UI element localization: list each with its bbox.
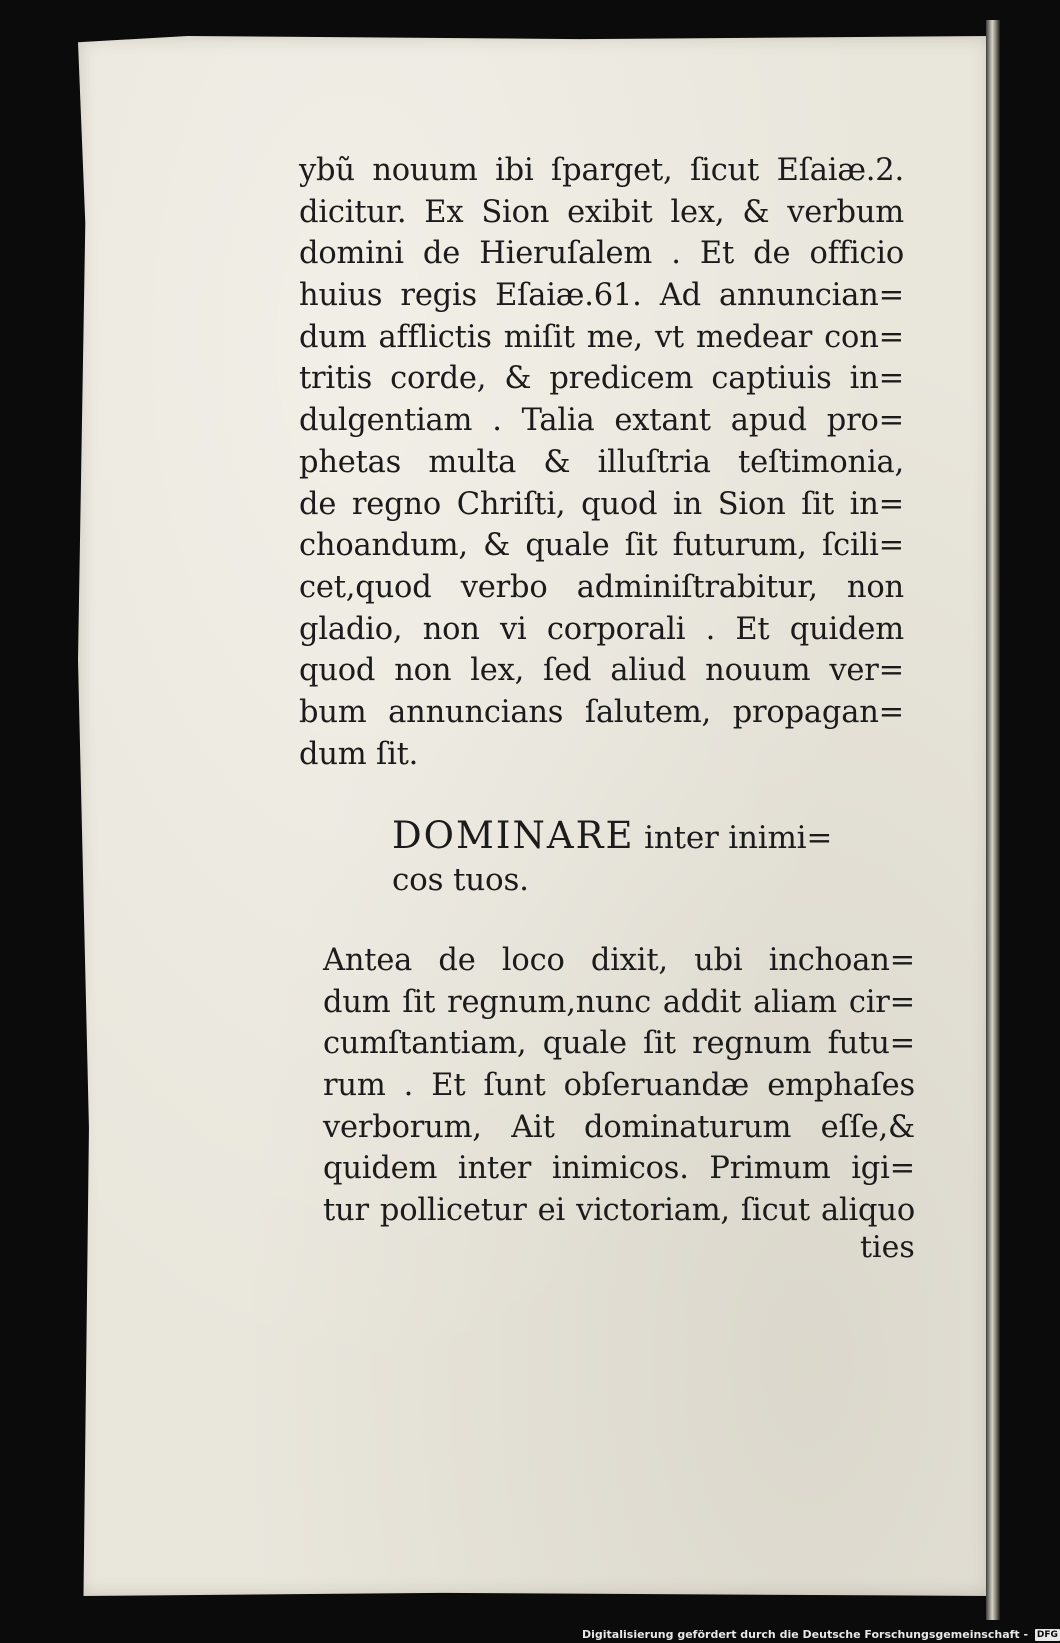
heading-rest: inter inimi= bbox=[634, 820, 833, 856]
text-line: quidem inter inimicos. Primum igi= bbox=[323, 1151, 915, 1187]
book-fore-edge bbox=[986, 20, 1000, 1620]
text-line: dulgentiam . Talia extant apud pro= bbox=[299, 403, 904, 439]
text-line: de regno Chriſti, quod in Sion ſit in= bbox=[299, 486, 904, 522]
text-line: huius regis Eſaiæ.61. Ad annuncian= bbox=[299, 278, 904, 314]
text-line: bum annuncians ſalutem, propagan= bbox=[299, 694, 904, 730]
credit-text: Digitalisierung gefördert durch die Deutsche Forschungsgemeinschaft - bbox=[582, 1628, 1029, 1641]
text-line: tritis corde, & predicem captiuis in= bbox=[299, 361, 904, 397]
text-line: tur pollicetur ei victoriam, ſicut aliquo bbox=[323, 1193, 915, 1229]
text-line: ybũ nouum ibi ſparget, ſicut Eſaiæ.2. bbox=[299, 153, 904, 188]
text-line: gladio, non vi corporali . Et quidem bbox=[299, 611, 904, 647]
heading-line-2: cos tuos. bbox=[392, 862, 529, 898]
text-line: dum ſit regnum,nunc addit aliam cir= bbox=[323, 984, 915, 1020]
text-line: domini de Hieruſalem . Et de officio bbox=[299, 236, 904, 272]
text-line: quod non lex, ſed aliud nouum ver= bbox=[299, 653, 904, 689]
paragraph-2 bbox=[323, 940, 915, 1232]
text-line: dum afflictis miſit me, vt medear con= bbox=[299, 319, 904, 355]
text-line: cumſtantiam, quale ſit regnum futu= bbox=[323, 1026, 915, 1062]
text-line: phetas multa & illuſtria teſtimonia, bbox=[299, 444, 904, 480]
text-line: choandum, & quale ſit futurum, ſcili= bbox=[299, 528, 904, 564]
text-line: dicitur. Ex Sion exibit lex, & verbum bbox=[299, 194, 904, 230]
text-line: verborum, Ait dominaturum eſſe,& bbox=[323, 1109, 915, 1145]
text-line: dum ſit. bbox=[299, 736, 419, 772]
digitization-credit bbox=[582, 1626, 1060, 1643]
section-heading bbox=[392, 814, 902, 902]
text-line: Antea de loco dixit, ubi inchoan= bbox=[323, 943, 915, 978]
catchword: ties bbox=[860, 1230, 915, 1265]
text-line: cet,quod verbo adminiſtrabitur, non bbox=[299, 569, 904, 605]
text-line: rum . Et ſunt obſeruandæ emphaſes bbox=[323, 1068, 915, 1104]
dfg-logo-icon: DFG bbox=[1036, 1630, 1058, 1640]
heading-line-1 bbox=[392, 814, 902, 858]
heading-caps: DOMINARE bbox=[392, 814, 635, 857]
paragraph-1 bbox=[299, 150, 904, 775]
